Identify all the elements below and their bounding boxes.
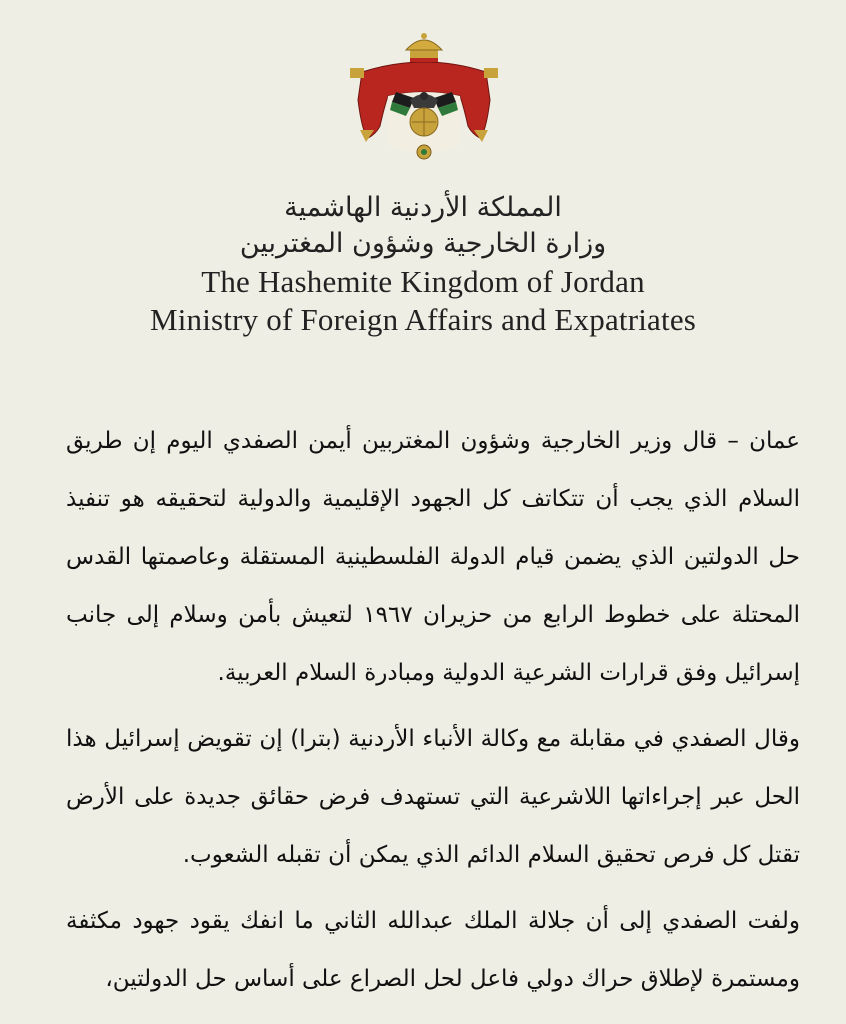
statement-body bbox=[66, 412, 800, 1016]
english-ministry-title: Ministry of Foreign Affairs and Expatriates bbox=[149, 302, 697, 337]
paragraph-2: وقال الصفدي في مقابلة مع وكالة الأنباء الأردنية (بترا) إن تقويض إسرائيل هذا الحل عبر إجراءاتها اللاشرعية التي تستهدف فرض حقائق جديدة على الأرض تقتل كل فرص تحقيق السلام الدائم الذي يمكن أن تقبله الشعوب. bbox=[66, 726, 800, 868]
paragraph-3: ولفت الصفدي إلى أن جلالة الملك عبدالله الثاني ما انفك يقود جهود مكثفة ومستمرة لإطلاق حراك دولي فاعل لحل الصراع على أساس حل الدولتين، bbox=[66, 908, 800, 992]
english-kingdom-title: The Hashemite Kingdom of Jordan bbox=[201, 264, 645, 299]
arabic-kingdom-title: المملكة الأردنية الهاشمية bbox=[284, 192, 562, 223]
paragraph-1: عمان – قال وزير الخارجية وشؤون المغتربين أيمن الصفدي اليوم إن طريق السلام الذي يجب أن تتكاتف كل الجهود الإقليمية والدولية لتحقيقه هو تنفيذ حل الدولتين الذي يضمن قيام الدولة الفلسطينية المستقلة وعاصمتها القدس المحتلة على خطوط الرابع من حزيران ١٩٦٧ لتعيش بأمن وسلام إلى جانب إسرائيل وفق قرارات الشرعية الدولية ومبادرة السلام العربية. bbox=[66, 428, 800, 686]
jordan-coat-of-arms-icon bbox=[340, 30, 508, 170]
arabic-ministry-title: وزارة الخارجية وشؤون المغتربين bbox=[239, 228, 607, 259]
